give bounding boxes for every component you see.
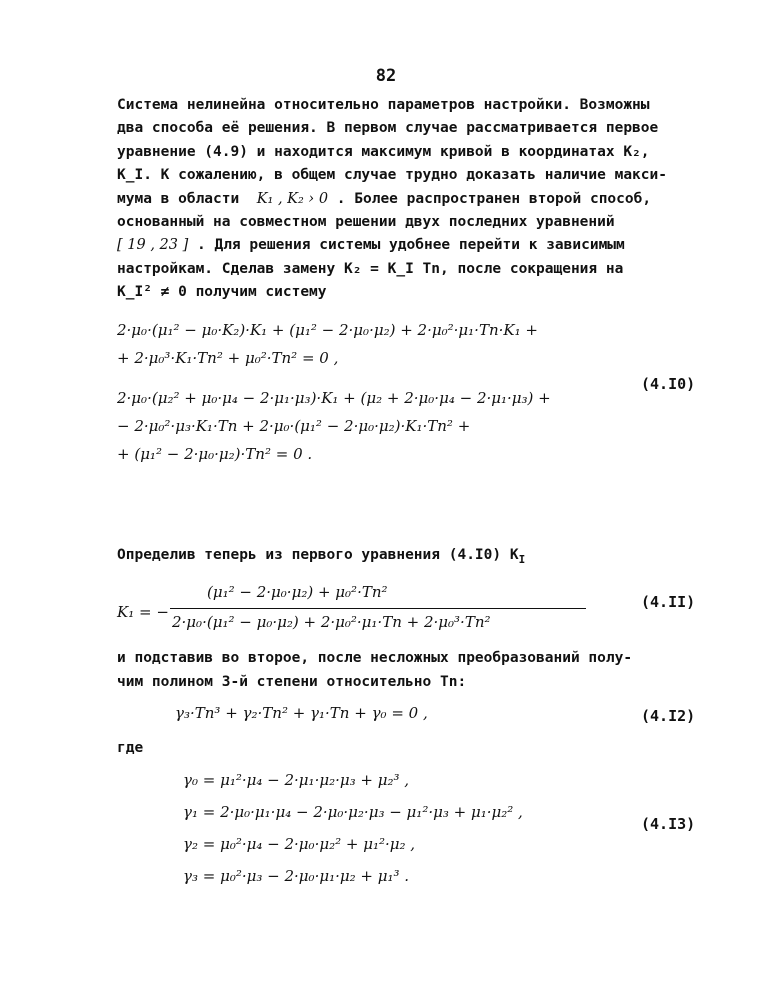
text-line: настройкам. Сделав замену K₂ = K_I Tn, после сокращения на xyxy=(117,260,624,277)
citation: [ 19 , 23 ] xyxy=(117,237,189,254)
text-line: K_I² ≠ 0 получим систему xyxy=(117,284,327,301)
text-fragment: мума в области xyxy=(117,190,240,207)
text-line xyxy=(117,234,717,257)
equation-line: − 2·μ₀²·μ₃·K₁·Tn + 2·μ₀·(μ₁² − 2·μ₀·μ₂)·K₁·Tn² + xyxy=(117,417,471,435)
equation-4-13 xyxy=(183,764,523,892)
equation-line: 2·μ₀·(μ₂² + μ₀·μ₄ − 2·μ₁·μ₃)·K₁ + (μ₂ + 2·μ₀·μ₄ − 2·μ₁·μ₃) + xyxy=(117,389,551,407)
page-number: 82 xyxy=(375,66,397,86)
fraction-bar xyxy=(170,608,586,609)
equation-line: γ₃ = μ₀²·μ₃ − 2·μ₀·μ₁·μ₂ + μ₁³ . xyxy=(183,867,410,885)
where-label: где xyxy=(117,740,144,756)
text-fragment: . Более распространен второй способ, xyxy=(336,190,652,207)
text-line: K_I. К сожалению, в общем случае трудно доказать наличие макси- xyxy=(117,167,667,184)
subscript: I xyxy=(518,552,526,566)
equation-line: γ₁ = 2·μ₀·μ₁·μ₄ − 2·μ₀·μ₂·μ₃ − μ₁²·μ₃ + μ₁·μ₂² , xyxy=(183,803,523,821)
inline-formula: K₁ , K₂ › 0 xyxy=(256,190,329,207)
paragraph-derive xyxy=(117,547,526,566)
equation-line: + 2·μ₀³·K₁·Tn² + μ₀²·Tn² = 0 , xyxy=(117,349,339,367)
equation-number: (4.I3) xyxy=(641,815,696,833)
paragraph-intro xyxy=(117,94,717,305)
equation-lhs: K₁ = − xyxy=(117,603,169,621)
equation-line: 2·μ₀·(μ₁² − μ₀·K₂)·K₁ + (μ₁² − 2·μ₀·μ₂) + 2·μ₀²·μ₁·Tn·K₁ + xyxy=(117,321,538,339)
text-fragment: Определив теперь из первого уравнения (4.I0) K xyxy=(117,547,519,563)
equation-4-12: γ₃·Tn³ + γ₂·Tn² + γ₁·Tn + γ₀ = 0 , xyxy=(175,704,428,722)
paragraph-substitute xyxy=(117,646,717,694)
text-line: уравнение (4.9) и находится максимум кривой в координатах K₂, xyxy=(117,143,650,160)
fraction-numerator: (μ₁² − 2·μ₀·μ₂) + μ₀²·Tn² xyxy=(207,583,388,601)
text-fragment: . Для решения системы удобнее перейти к зависимым xyxy=(197,237,625,254)
equation-number: (4.II) xyxy=(641,593,696,611)
equation-system-4-10 xyxy=(117,316,717,468)
text-line: Система нелинейна относительно параметров настройки. Возможны xyxy=(117,97,650,113)
text-line: основанный на совместном решении двух последних уравнений xyxy=(117,214,615,231)
equation-line: γ₂ = μ₀²·μ₄ − 2·μ₀·μ₂² + μ₁²·μ₂ , xyxy=(183,835,416,853)
equation-line: + (μ₁² − 2·μ₀·μ₂)·Tn² = 0 . xyxy=(117,445,313,463)
equation-number: (4.I2) xyxy=(641,707,696,725)
equation-line: γ₀ = μ₁²·μ₄ − 2·μ₁·μ₂·μ₃ + μ₂³ , xyxy=(183,771,410,789)
text-line: два способа её решения. В первом случае рассматривается первое xyxy=(117,120,659,137)
text-line: чим полином 3-й степени относительно Tn: xyxy=(117,674,467,690)
text-line: и подставив во второе, после несложных преобразований полу- xyxy=(117,650,633,666)
equation-number: (4.I0) xyxy=(641,375,696,393)
text-line xyxy=(117,188,717,211)
fraction-denominator: 2·μ₀·(μ₁² − μ₀·μ₂) + 2·μ₀²·μ₁·Tn + 2·μ₀³·Tn² xyxy=(172,613,491,631)
